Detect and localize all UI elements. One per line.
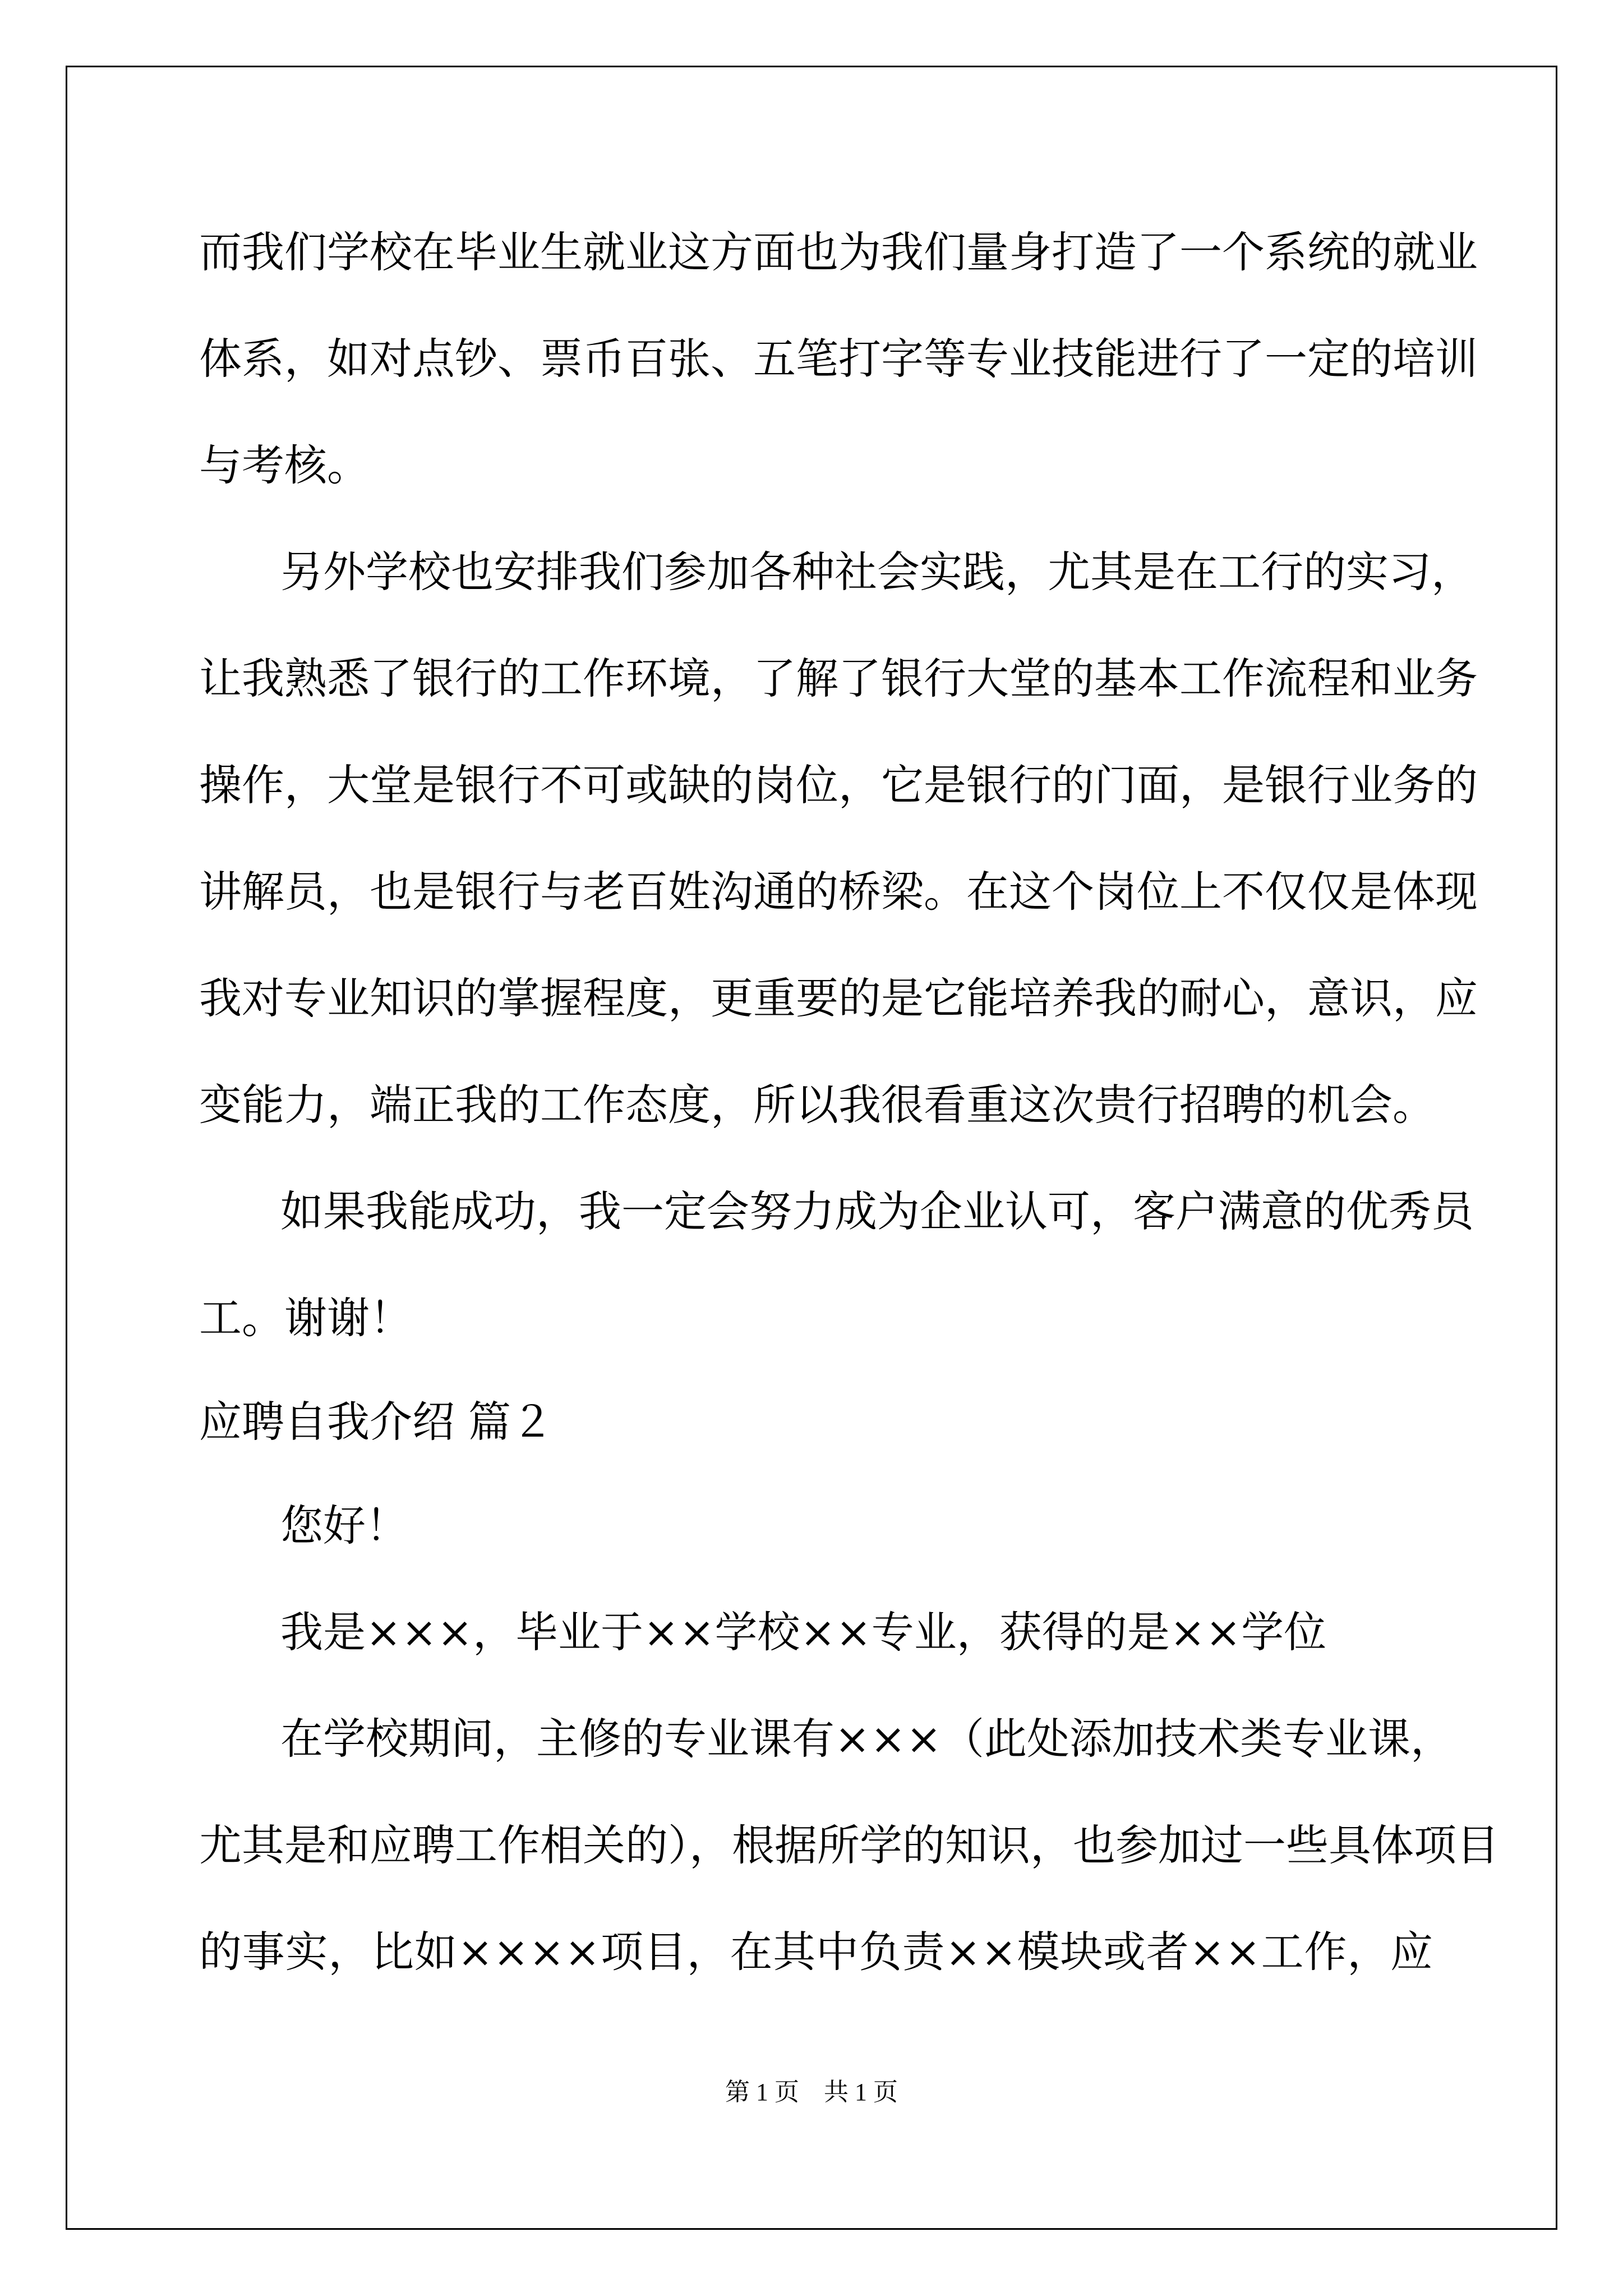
paragraph-line-8: 我对专业知识的掌握程度，更重要的是它能培养我的耐心，意识，应: [199, 973, 1478, 1023]
paragraph-line-4: 另外学校也安排我们参加各种社会实践，尤其是在工行的实习，: [280, 547, 1474, 597]
paragraph-line-5: 让我熟悉了银行的工作环境，了解了银行大堂的基本工作流程和业务: [199, 654, 1478, 703]
paragraph-line-15: 在学校期间，主修的专业课有×××（此处添加技术类专业课，: [280, 1714, 1454, 1764]
paragraph-line-16: 尤其是和应聘工作相关的），根据所学的知识，也参加过一些具体项目: [199, 1820, 1499, 1870]
paragraph-line-7: 讲解员，也是银行与老百姓沟通的桥梁。在这个岗位上不仅仅是体现: [199, 867, 1478, 917]
paragraph-line-1: 而我们学校在毕业生就业这方面也为我们量身打造了一个系统的就业: [199, 227, 1478, 277]
paragraph-line-9: 变能力，端正我的工作态度，所以我很看重这次贵行招聘的机会。: [199, 1080, 1435, 1130]
paragraph-line-14: 我是×××，毕业于××学校××专业，获得的是××学位: [280, 1607, 1327, 1657]
paragraph-line-6: 操作，大堂是银行不可或缺的岗位，它是银行的门面，是银行业务的: [199, 760, 1478, 810]
section-heading: 应聘自我介绍 篇２: [199, 1397, 554, 1447]
paragraph-line-17: 的事实，比如××××项目，在其中负责××模块或者××工作，应: [199, 1927, 1433, 1977]
paragraph-line-2: 体系，如对点钞、票币百张、五笔打字等专业技能进行了一定的培训: [199, 334, 1478, 384]
paragraph-line-3: 与考核。: [199, 440, 370, 490]
page-number-footer: 第 1 页 共 1 页: [725, 2078, 898, 2106]
paragraph-line-11: 工。谢谢！: [199, 1293, 412, 1343]
paragraph-line-10: 如果我能成功，我一定会努力成为企业认可，客户满意的优秀员: [280, 1186, 1474, 1236]
greeting-line: 您好！: [280, 1501, 408, 1550]
